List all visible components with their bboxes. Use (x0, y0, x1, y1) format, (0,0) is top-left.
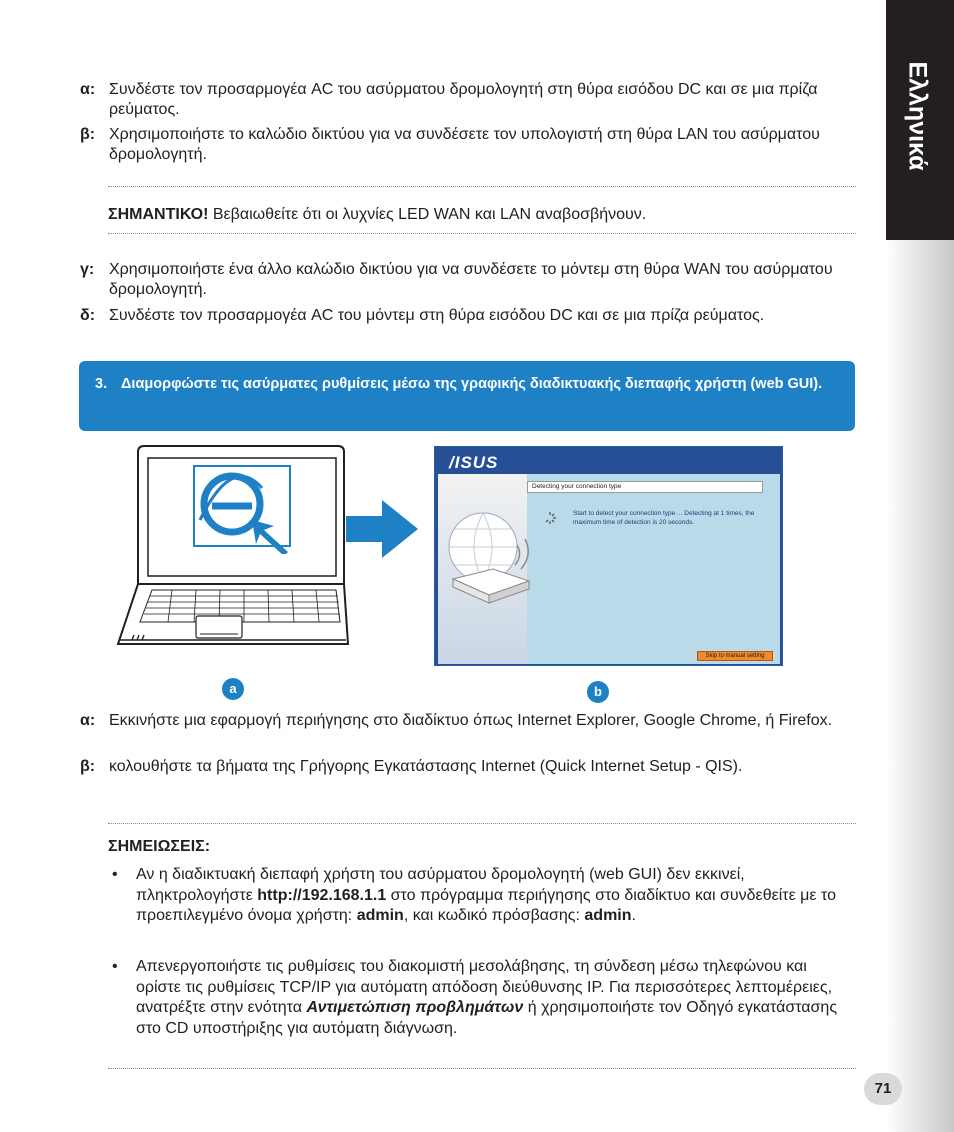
step-label: γ: (80, 261, 95, 278)
troubleshooting-ref: Αντιμετώπιση προβλημάτων (306, 999, 524, 1016)
step-label: β: (80, 758, 96, 775)
note-part: . (631, 907, 636, 924)
note-text (136, 957, 848, 1039)
note-text (136, 865, 848, 927)
loading-spinner-icon (543, 511, 557, 525)
dotted-divider (108, 186, 856, 187)
side-gradient-strip (886, 240, 954, 1132)
note-bullet-2 (108, 957, 848, 1039)
note-bullet-1 (108, 865, 848, 927)
screenshot-main-panel (527, 474, 780, 664)
step-text: Εκκινήστε μια εφαρμογή περιήγησης στο διαδίκτυο όπως Internet Explorer, Google Chrome, ή Firefox. (109, 712, 833, 729)
arrow-right-icon (346, 500, 418, 558)
badge-b: b (587, 681, 609, 703)
bullet-dot: • (112, 958, 118, 975)
step-text: Χρησιμοποιήστε ένα άλλο καλώδιο δικτύου για να συνδέσετε το μόντεμ στη θύρα WAN του ασύρματου δρομολογητή. (109, 261, 833, 298)
step-a-top (80, 80, 860, 120)
step-label: δ: (80, 307, 96, 324)
note-part: , και κωδικό πρόσβασης: (403, 907, 585, 924)
section-title: Διαμορφώστε τις ασύρματες ρυθμίσεις μέσω της γραφικής διαδικτυακής διεπαφής χρήστη (web GUI). (121, 376, 823, 392)
screenshot-message: Start to detect your connection type ... Detecting at 1 times, the maximum time of detection is 20 seconds. (573, 510, 755, 526)
dotted-divider (108, 1068, 856, 1069)
note-part: ή χρησιμοποιήστε τον Οδηγό εγκατάστασης στο CD υποστήριξης για αυτόματη διάγνωση. (136, 999, 838, 1037)
note-part: Απενεργοποιήστε τις ρυθμίσεις του διακομιστή μεσολάβησης, τη σύνδεση μέσω τηλεφώνου και ορίστε τις ρυθμίσεις TCP/IP για αυτόματη απόδοση διεύθυνσης IP. Για περισσότερες λεπτομέρειες, ανατρέξτε στην ενότητα (136, 958, 833, 1016)
important-text: Βεβαιωθείτε ότι οι λυχνίες LED WAN και LAN αναβοσβήνουν. (212, 206, 647, 223)
note-part: στο πρόγραμμα περιήγησης στο διαδίκτυο και συνδεθείτε με το προεπιλεγμένο όνομα χρήστη: (136, 886, 836, 924)
asus-logo: /ISUS (449, 453, 499, 472)
step-text: Συνδέστε τον προσαρμογέα AC του ασύρματου δρομολογητή στη θύρα εισόδου DC και σε μια πρίζα ρεύματος. (109, 81, 818, 118)
page-number: 71 (864, 1073, 902, 1105)
important-notice (108, 206, 868, 224)
notes-heading: ΣΗΜΕΙΩΣΕΙΣ: (108, 838, 211, 855)
web-gui-screenshot (434, 446, 783, 666)
browser-icon (192, 464, 292, 554)
step-text: Χρησιμοποιήστε το καλώδιο δικτύου για να συνδέσετε τον υπολογιστή στη θύρα LAN του ασύρματου δρομολογητή. (109, 126, 820, 163)
badge-a: a (222, 678, 244, 700)
step-b-top (80, 125, 860, 165)
step-label: β: (80, 126, 96, 143)
dotted-divider (108, 823, 856, 824)
section-3-banner (79, 361, 855, 431)
step-text: Συνδέστε τον προσαρμογέα AC του μόντεμ στη θύρα εισόδου DC και σε μια πρίζα ρεύματος. (109, 307, 765, 324)
important-label: ΣΗΜΑΝΤΙΚΟ! (108, 206, 209, 223)
step-label: α: (80, 712, 96, 729)
dotted-divider (108, 233, 856, 234)
section-number: 3. (95, 376, 108, 392)
step-text: κολουθήστε τα βήματα της Γρήγορης Εγκατάστασης Internet (Quick Internet Setup - QIS). (109, 758, 743, 775)
step-label: α: (80, 81, 96, 98)
default-username: admin (356, 907, 404, 924)
step-c (80, 260, 860, 300)
screenshot-title-bar: Detecting your connection type (527, 481, 763, 493)
default-password: admin (584, 907, 632, 924)
router-url: http://192.168.1.1 (257, 886, 387, 904)
skip-manual-button[interactable]: Skip to manual setting (697, 651, 773, 661)
language-tab-label: Ελληνικά (903, 61, 932, 171)
step-b-bottom (80, 757, 860, 777)
step-d (80, 306, 860, 326)
router-globe-icon (445, 507, 535, 607)
note-part: Αν η διαδικτυακή διεπαφή χρήστη του ασύρματου δρομολογητή (web GUI) δεν εκκινεί, πληκτρολογήστε (136, 866, 745, 904)
bullet-dot: • (112, 866, 118, 883)
step-a-bottom (80, 711, 860, 731)
